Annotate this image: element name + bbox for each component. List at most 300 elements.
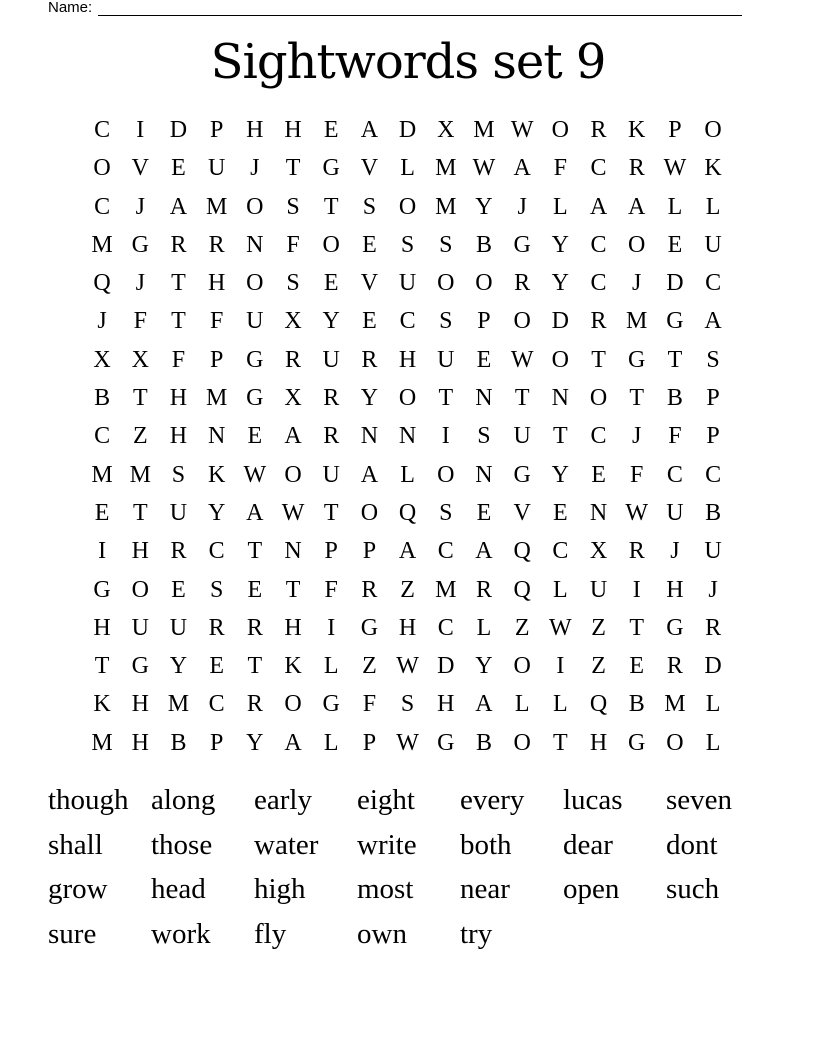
grid-letter: W bbox=[281, 499, 305, 526]
grid-letter: Z bbox=[591, 653, 606, 680]
grid-letter: M bbox=[167, 691, 190, 718]
grid-letter: U bbox=[169, 614, 188, 641]
grid-letter: H bbox=[398, 614, 417, 641]
grid-letter: D bbox=[704, 653, 722, 680]
grid-letter: N bbox=[475, 385, 493, 412]
grid-letter: R bbox=[628, 155, 645, 182]
grid-letter: L bbox=[667, 193, 683, 220]
grid-letter: N bbox=[246, 231, 264, 258]
grid-letter: S bbox=[209, 576, 224, 603]
word-list-item: water bbox=[254, 828, 319, 861]
word-list-item: shall bbox=[48, 828, 103, 861]
word-list-item: eight bbox=[357, 784, 415, 816]
grid-row bbox=[83, 456, 733, 494]
grid-letter: E bbox=[247, 423, 263, 450]
grid-letter: P bbox=[209, 346, 224, 373]
grid-letter: F bbox=[286, 231, 300, 258]
grid-letter: P bbox=[209, 117, 224, 143]
grid-letter: A bbox=[513, 155, 531, 182]
grid-letter: R bbox=[590, 308, 607, 335]
grid-letter: L bbox=[400, 461, 415, 488]
grid-letter: R bbox=[323, 423, 340, 450]
grid-letter: D bbox=[437, 653, 455, 680]
grid-letter: G bbox=[131, 653, 149, 680]
grid-letter: M bbox=[91, 231, 113, 258]
name-field[interactable] bbox=[48, 0, 742, 16]
grid-letter: T bbox=[285, 576, 301, 603]
grid-letter: R bbox=[285, 346, 302, 373]
grid-letter: O bbox=[437, 461, 455, 488]
grid-letter: W bbox=[625, 499, 649, 526]
grid-letter: I bbox=[441, 423, 450, 450]
grid-letter: H bbox=[131, 729, 149, 756]
grid-letter: N bbox=[360, 423, 379, 450]
grid-row bbox=[83, 111, 733, 149]
grid-letter: K bbox=[628, 117, 646, 143]
grid-letter: O bbox=[246, 193, 264, 220]
grid-letter: G bbox=[322, 691, 340, 718]
grid-row bbox=[83, 571, 733, 609]
grid-letter: A bbox=[628, 193, 646, 220]
grid-letter: L bbox=[705, 193, 721, 220]
grid-letter: T bbox=[514, 385, 530, 412]
grid-letter: C bbox=[590, 155, 607, 182]
grid-letter: A bbox=[475, 538, 493, 565]
grid-letter: C bbox=[399, 308, 416, 335]
grid-letter: I bbox=[136, 117, 145, 143]
grid-letter: S bbox=[706, 346, 720, 373]
grid-letter: A bbox=[246, 499, 264, 526]
grid-letter: N bbox=[207, 423, 226, 450]
grid-letter: U bbox=[437, 346, 455, 373]
grid-letter: H bbox=[246, 117, 264, 143]
grid-letter: M bbox=[91, 461, 113, 488]
grid-letter: G bbox=[628, 346, 646, 373]
grid-letter: J bbox=[632, 423, 642, 450]
grid-letter: C bbox=[590, 270, 607, 297]
grid-letter: O bbox=[628, 231, 646, 258]
grid-letter: D bbox=[398, 117, 417, 143]
grid-letter: T bbox=[553, 729, 568, 756]
grid-letter: U bbox=[322, 346, 340, 373]
grid-letter: A bbox=[475, 691, 493, 718]
grid-letter: L bbox=[705, 729, 721, 756]
grid-letter: Y bbox=[207, 499, 226, 526]
grid-letter: T bbox=[629, 614, 645, 641]
grid-letter: V bbox=[360, 155, 379, 182]
grid-row bbox=[83, 149, 733, 187]
grid-letter: M bbox=[205, 385, 228, 412]
grid-letter: A bbox=[284, 423, 302, 450]
grid-letter: W bbox=[510, 346, 534, 373]
grid-letter: Y bbox=[169, 653, 188, 680]
grid-letter: A bbox=[398, 538, 417, 565]
grid-letter: H bbox=[437, 691, 455, 718]
word-list-item: along bbox=[151, 784, 216, 816]
grid-letter: G bbox=[246, 385, 264, 412]
grid-letter: Q bbox=[589, 691, 608, 718]
grid-letter: M bbox=[435, 193, 457, 220]
grid-letter: Y bbox=[360, 385, 379, 412]
grid-letter: A bbox=[704, 308, 722, 335]
grid-letter: E bbox=[362, 231, 377, 258]
page-title: Sightwords set 9 bbox=[210, 34, 606, 90]
grid-letter: I bbox=[556, 653, 565, 680]
grid-letter: E bbox=[476, 346, 492, 373]
grid-letter: L bbox=[553, 576, 568, 603]
grid-letter: R bbox=[208, 231, 225, 258]
word-list-item: try bbox=[460, 917, 493, 950]
grid-letter: Q bbox=[513, 538, 531, 565]
grid-letter: K bbox=[93, 691, 111, 718]
word-list-item: write bbox=[357, 828, 417, 861]
word-list-item: grow bbox=[48, 873, 108, 905]
grid-letter: Z bbox=[400, 576, 415, 603]
grid-row bbox=[83, 647, 733, 685]
grid-letter: Z bbox=[132, 423, 148, 450]
grid-letter: L bbox=[476, 614, 492, 641]
grid-letter: K bbox=[207, 461, 226, 488]
word-list-item: dont bbox=[666, 828, 718, 861]
grid-letter: X bbox=[93, 346, 111, 373]
grid-letter: V bbox=[360, 270, 379, 297]
grid-letter: O bbox=[246, 270, 264, 297]
grid-letter: C bbox=[94, 423, 111, 450]
grid-letter: O bbox=[589, 385, 608, 412]
grid-letter: R bbox=[323, 385, 340, 412]
grid-letter: S bbox=[439, 499, 453, 526]
grid-letter: R bbox=[361, 346, 378, 373]
grid-letter: T bbox=[438, 385, 454, 412]
grid-letter: T bbox=[285, 155, 301, 182]
grid-letter: Z bbox=[514, 614, 530, 641]
grid-letter: R bbox=[590, 117, 607, 143]
grid-letter: R bbox=[246, 614, 263, 641]
grid-letter: P bbox=[668, 117, 682, 143]
grid-letter: Z bbox=[362, 653, 377, 680]
word-list-item: early bbox=[254, 784, 312, 816]
grid-letter: F bbox=[553, 155, 568, 182]
grid-letter: O bbox=[93, 155, 111, 182]
grid-letter: H bbox=[284, 117, 302, 143]
grid-letter: Y bbox=[551, 461, 570, 488]
grid-letter: H bbox=[93, 614, 111, 641]
word-list-item: work bbox=[151, 917, 211, 950]
grid-letter: P bbox=[706, 385, 720, 412]
grid-letter: T bbox=[171, 308, 186, 335]
grid-letter: J bbox=[517, 193, 527, 220]
grid-letter: B bbox=[628, 691, 645, 718]
grid-letter: M bbox=[435, 576, 457, 603]
grid-letter: R bbox=[514, 270, 531, 297]
word-search-grid bbox=[83, 111, 733, 762]
grid-letter: U bbox=[169, 499, 188, 526]
grid-letter: E bbox=[171, 576, 186, 603]
word-list-item: such bbox=[666, 873, 720, 905]
word-list-item: dear bbox=[563, 828, 613, 861]
grid-letter: J bbox=[632, 270, 642, 297]
word-list-item: head bbox=[151, 873, 206, 905]
grid-letter: A bbox=[360, 117, 379, 143]
grid-letter: I bbox=[327, 614, 336, 641]
grid-letter: W bbox=[243, 461, 267, 488]
grid-letter: T bbox=[553, 423, 568, 450]
grid-letter: G bbox=[93, 576, 111, 603]
grid-letter: E bbox=[323, 117, 339, 143]
grid-letter: O bbox=[475, 270, 493, 297]
grid-letter: G bbox=[246, 346, 264, 373]
grid-letter: R bbox=[170, 231, 187, 258]
grid-letter: F bbox=[324, 576, 338, 603]
grid-letter: T bbox=[132, 499, 148, 526]
grid-letter: U bbox=[246, 308, 264, 335]
grid-row bbox=[83, 609, 733, 647]
grid-letter: G bbox=[666, 614, 684, 641]
grid-letter: E bbox=[323, 270, 339, 297]
grid-letter: V bbox=[513, 499, 531, 526]
word-list-item: sure bbox=[48, 917, 97, 950]
grid-letter: Y bbox=[551, 270, 570, 297]
grid-letter: U bbox=[704, 231, 722, 258]
grid-letter: W bbox=[396, 653, 419, 680]
grid-letter: M bbox=[473, 117, 495, 143]
grid-letter: G bbox=[628, 729, 646, 756]
grid-letter: J bbox=[708, 576, 718, 603]
grid-letter: W bbox=[396, 729, 419, 756]
grid-letter: H bbox=[131, 691, 149, 718]
grid-letter: A bbox=[589, 193, 608, 220]
grid-letter: L bbox=[400, 155, 415, 182]
grid-letter: I bbox=[98, 538, 107, 565]
grid-letter: R bbox=[361, 576, 378, 603]
grid-letter: Q bbox=[398, 499, 417, 526]
grid-letter: C bbox=[590, 423, 607, 450]
grid-letter: D bbox=[169, 117, 188, 143]
grid-letter: O bbox=[513, 653, 531, 680]
grid-letter: F bbox=[133, 308, 147, 335]
grid-letter: T bbox=[323, 193, 339, 220]
grid-letter: N bbox=[475, 461, 493, 488]
grid-letter: R bbox=[475, 576, 492, 603]
grid-letter: C bbox=[208, 691, 225, 718]
grid-letter: Z bbox=[591, 614, 606, 641]
word-list-item: fly bbox=[254, 917, 287, 950]
grid-letter: G bbox=[666, 308, 684, 335]
grid-letter: E bbox=[209, 653, 224, 680]
grid-letter: C bbox=[705, 270, 722, 297]
grid-letter: C bbox=[705, 461, 722, 488]
grid-letter: D bbox=[666, 270, 684, 297]
grid-row bbox=[83, 724, 733, 762]
grid-letter: S bbox=[439, 308, 453, 335]
grid-letter: U bbox=[513, 423, 531, 450]
grid-letter: H bbox=[169, 423, 188, 450]
grid-row bbox=[83, 226, 733, 264]
name-underline[interactable] bbox=[98, 1, 742, 16]
grid-letter: W bbox=[472, 155, 496, 182]
grid-letter: E bbox=[247, 576, 263, 603]
grid-letter: N bbox=[284, 538, 302, 565]
grid-letter: L bbox=[553, 691, 568, 718]
grid-letter: S bbox=[400, 691, 415, 718]
grid-letter: M bbox=[626, 308, 648, 335]
grid-letter: T bbox=[171, 270, 186, 297]
grid-letter: V bbox=[131, 155, 149, 182]
grid-letter: C bbox=[94, 117, 111, 143]
grid-letter: H bbox=[131, 538, 149, 565]
grid-letter: G bbox=[437, 729, 455, 756]
grid-row bbox=[83, 494, 733, 532]
grid-letter: C bbox=[94, 193, 111, 220]
grid-letter: Y bbox=[246, 729, 264, 756]
grid-letter: P bbox=[362, 729, 377, 756]
grid-letter: B bbox=[475, 231, 492, 258]
grid-letter: Y bbox=[475, 653, 493, 680]
grid-letter: O bbox=[360, 499, 379, 526]
grid-letter: T bbox=[591, 346, 606, 373]
grid-letter: R bbox=[246, 691, 263, 718]
grid-letter: B bbox=[475, 729, 492, 756]
grid-letter: E bbox=[362, 308, 377, 335]
word-list-item: open bbox=[563, 873, 620, 905]
grid-letter: K bbox=[284, 653, 302, 680]
grid-letter: Y bbox=[475, 193, 493, 220]
grid-letter: I bbox=[632, 576, 641, 603]
grid-letter: O bbox=[398, 385, 417, 412]
grid-row bbox=[83, 188, 733, 226]
grid-letter: W bbox=[510, 117, 534, 143]
grid-letter: E bbox=[629, 653, 645, 680]
grid-row bbox=[83, 341, 733, 379]
word-list-item: seven bbox=[666, 784, 733, 816]
name-label: Name: bbox=[48, 0, 93, 16]
grid-letter: P bbox=[706, 423, 720, 450]
grid-letter: W bbox=[549, 614, 572, 641]
grid-letter: S bbox=[286, 270, 300, 297]
grid-letter: E bbox=[94, 499, 110, 526]
grid-letter: S bbox=[286, 193, 300, 220]
grid-letter: R bbox=[666, 653, 683, 680]
grid-letter: U bbox=[589, 576, 608, 603]
grid-letter: E bbox=[591, 461, 606, 488]
grid-letter: U bbox=[131, 614, 149, 641]
grid-letter: F bbox=[630, 461, 644, 488]
grid-letter: X bbox=[284, 385, 302, 412]
grid-letter: L bbox=[323, 653, 339, 680]
grid-letter: X bbox=[131, 346, 149, 373]
grid-letter: O bbox=[551, 117, 570, 143]
grid-letter: H bbox=[398, 346, 417, 373]
grid-letter: P bbox=[209, 729, 224, 756]
grid-letter: M bbox=[91, 729, 113, 756]
grid-row bbox=[83, 302, 733, 340]
grid-letter: F bbox=[209, 308, 224, 335]
grid-row bbox=[83, 417, 733, 455]
grid-letter: Q bbox=[93, 270, 111, 297]
grid-letter: T bbox=[667, 346, 683, 373]
grid-letter: J bbox=[250, 155, 260, 182]
grid-letter: R bbox=[208, 614, 225, 641]
grid-letter: M bbox=[205, 193, 228, 220]
word-list-item: near bbox=[460, 873, 510, 905]
grid-letter: P bbox=[324, 538, 338, 565]
grid-letter: G bbox=[513, 231, 531, 258]
grid-letter: O bbox=[666, 729, 684, 756]
grid-letter: S bbox=[171, 461, 186, 488]
grid-letter: C bbox=[590, 231, 607, 258]
grid-letter: L bbox=[514, 691, 530, 718]
grid-letter: F bbox=[362, 691, 377, 718]
grid-letter: F bbox=[668, 423, 682, 450]
grid-letter: H bbox=[284, 614, 302, 641]
grid-letter: S bbox=[439, 231, 453, 258]
grid-letter: L bbox=[323, 729, 339, 756]
grid-letter: T bbox=[94, 653, 110, 680]
grid-letter: U bbox=[207, 155, 226, 182]
grid-row bbox=[83, 685, 733, 723]
grid-letter: J bbox=[97, 308, 107, 335]
grid-letter: H bbox=[169, 385, 188, 412]
grid-letter: A bbox=[169, 193, 188, 220]
grid-letter: M bbox=[435, 155, 457, 182]
grid-letter: X bbox=[437, 117, 455, 143]
grid-letter: U bbox=[398, 270, 417, 297]
grid-letter: X bbox=[589, 538, 608, 565]
grid-letter: O bbox=[437, 270, 455, 297]
grid-letter: O bbox=[284, 461, 302, 488]
grid-letter: U bbox=[666, 499, 684, 526]
word-list-item: most bbox=[357, 873, 414, 905]
grid-letter: G bbox=[513, 461, 531, 488]
word-list-item: though bbox=[48, 784, 129, 816]
grid-letter: J bbox=[135, 193, 145, 220]
grid-letter: O bbox=[322, 231, 340, 258]
grid-letter: L bbox=[553, 193, 568, 220]
grid-letter: J bbox=[670, 538, 680, 565]
grid-letter: P bbox=[477, 308, 491, 335]
grid-letter: P bbox=[362, 538, 377, 565]
grid-letter: C bbox=[666, 461, 683, 488]
grid-letter: N bbox=[551, 385, 570, 412]
grid-row bbox=[83, 379, 733, 417]
grid-letter: R bbox=[705, 614, 722, 641]
grid-letter: O bbox=[398, 193, 417, 220]
grid-letter: U bbox=[322, 461, 340, 488]
grid-letter: J bbox=[135, 270, 145, 297]
grid-letter: B bbox=[170, 729, 187, 756]
grid-letter: O bbox=[131, 576, 149, 603]
grid-letter: L bbox=[705, 691, 721, 718]
grid-letter: G bbox=[360, 614, 379, 641]
grid-letter: O bbox=[513, 308, 531, 335]
grid-letter: W bbox=[663, 155, 687, 182]
grid-row bbox=[83, 264, 733, 302]
grid-letter: M bbox=[664, 691, 686, 718]
grid-letter: E bbox=[171, 155, 186, 182]
grid-letter: Y bbox=[551, 231, 570, 258]
grid-letter: C bbox=[552, 538, 569, 565]
grid-letter: S bbox=[400, 231, 415, 258]
word-list-item: those bbox=[151, 828, 213, 861]
grid-letter: O bbox=[513, 729, 531, 756]
grid-letter: B bbox=[705, 499, 722, 526]
grid-letter: B bbox=[94, 385, 111, 412]
grid-letter: F bbox=[171, 346, 186, 373]
grid-letter: O bbox=[704, 117, 722, 143]
grid-letter: C bbox=[208, 538, 225, 565]
word-list bbox=[48, 778, 769, 956]
grid-letter: E bbox=[553, 499, 568, 526]
